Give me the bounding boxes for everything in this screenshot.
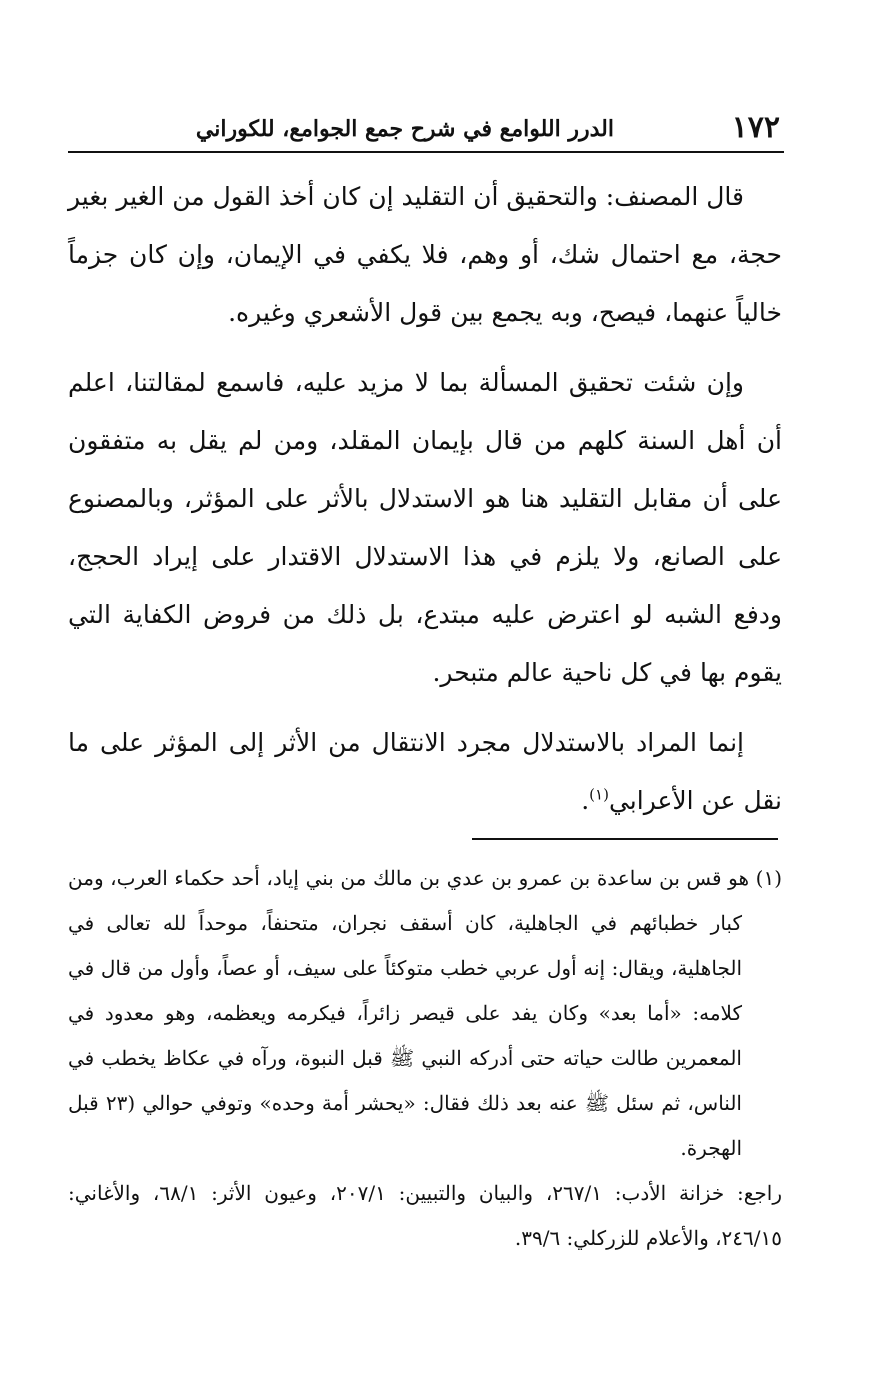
paragraph-3: [68, 714, 782, 830]
paragraph-3-end: .: [581, 786, 590, 815]
page-number: ١٧٢: [731, 110, 780, 145]
footnote-rule: [472, 838, 778, 840]
footnote-references: راجع: خزانة الأدب: ٢٦٧/١، والبيان والتبيين: ٢٠٧/١، وعيون الأثر: ٦٨/١، والأغاني: ٢٤٦/١٥، والأعلام للزركلي: ٣٩/٦.: [68, 1181, 783, 1250]
main-text: [68, 168, 782, 842]
footnotes: [68, 856, 782, 1261]
footnote-marker: (١): [589, 785, 609, 804]
page-header: [68, 108, 784, 148]
paragraph-2: وإن شئت تحقيق المسألة بما لا مزيد عليه، فاسمع لمقالتنا، اعلم أن أهل السنة كلهم من قال بإيمان المقلد، ومن لم يقل به متفقون على أن مقابل التقليد هنا هو الاستدلال بالأثر على المؤثر، وبالمصنوع على الصانع، ولا يلزم في هذا الاستدلال الاقتدار على إيراد الحجج، ودفع الشبه لو اعترض عليه مبتدع، بل ذلك من فروض الكفاية التي يقوم بها في كل ناحية عالم متبحر.: [68, 368, 782, 687]
paragraph-3-text: إنما المراد بالاستدلال مجرد الانتقال من الأثر إلى المؤثر على ما نقل عن الأعرابي: [68, 728, 782, 815]
header-rule: [68, 151, 784, 153]
footnote-1: (١) هو قس بن ساعدة بن عمرو بن عدي بن مالك من بني إياد، أحد حكماء العرب، ومن كبار خطبائهم في الجاهلية، كان أسقف نجران، متحنفاً، موحداً لله تعالى في الجاهلية، ويقال: إنه أول عربي خطب متوكئاً على سيف، أو عصاً، وأول من قال في كلامه: «أما بعد» وكان يفد على قيصر زائراً، فيكرمه ويعظمه، وهو معدود في المعمرين طالت حياته حتى أدركه النبي ﷺ قبل النبوة، ورآه في عكاظ يخطب في الناس، ثم سئل ﷺ عنه بعد ذلك فقال: «يحشر أمة وحده» وتوفي حوالي (٢٣ قبل الهجرة.: [68, 866, 782, 1160]
paragraph-1: قال المصنف: والتحقيق أن التقليد إن كان أخذ القول من الغير بغير حجة، مع احتمال شك، أو وهم، فلا يكفي في الإيمان، وإن كان جزماً خالياً عنهما، فيصح، وبه يجمع بين قول الأشعري وغيره.: [68, 182, 782, 327]
running-title: الدرر اللوامع في شرح جمع الجوامع، للكوراني: [195, 116, 614, 142]
